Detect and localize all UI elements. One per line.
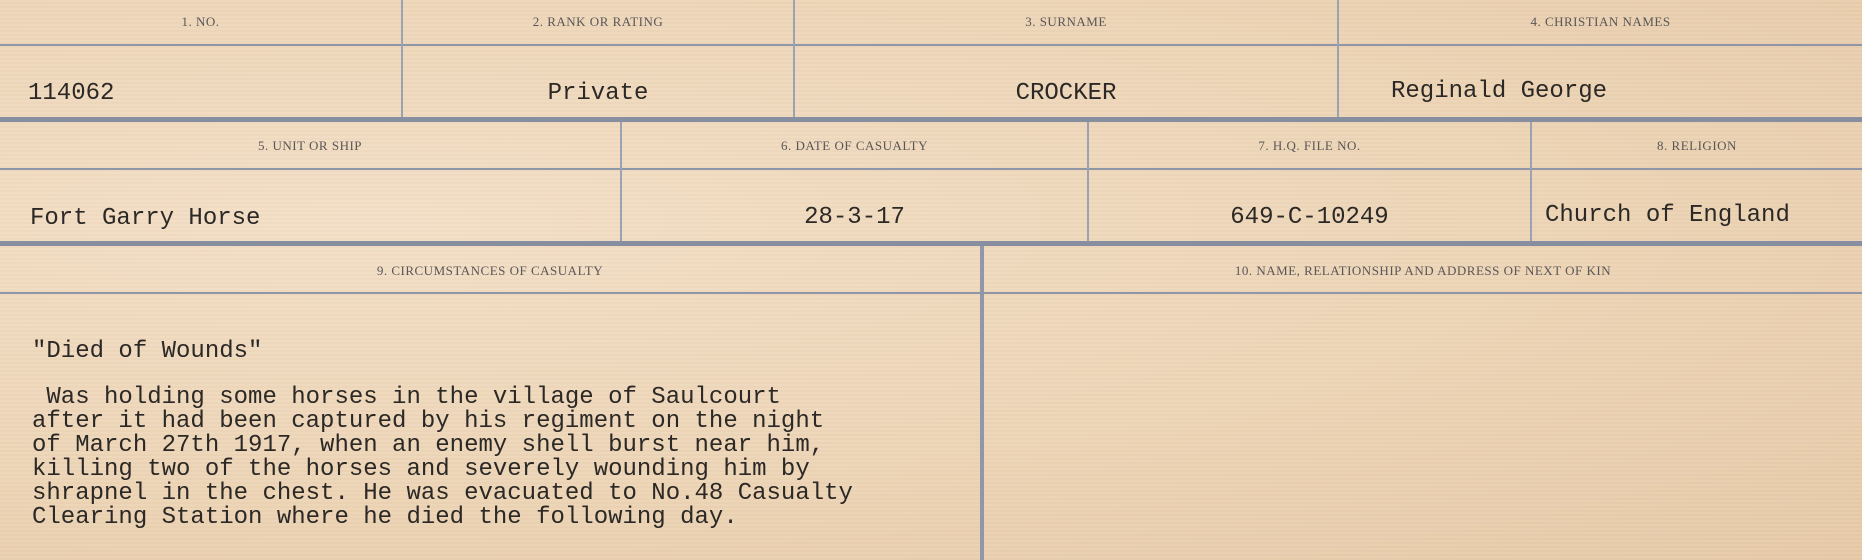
surname-value: CROCKER xyxy=(1015,80,1117,107)
label-date: 6. DATE OF CASUALTY xyxy=(781,138,928,153)
label-file-no: 7. H.Q. FILE NO. xyxy=(1258,138,1361,153)
circumstances-heading: "Died of Wounds" xyxy=(32,338,263,365)
divider xyxy=(980,246,984,560)
religion-value: Church of England xyxy=(1545,202,1790,229)
label-surname: 3. SURNAME xyxy=(1025,14,1107,29)
date-value: 28-3-17 xyxy=(804,204,905,231)
unit-value: Fort Garry Horse xyxy=(30,205,261,232)
rule xyxy=(0,117,1862,122)
label-unit: 5. UNIT OR SHIP xyxy=(257,138,363,153)
label-no: 1. NO. xyxy=(181,14,220,29)
label-christian-names: 4. CHRISTIAN NAMES xyxy=(1530,14,1671,29)
service-number: 114062 xyxy=(28,80,115,107)
rule xyxy=(0,292,1862,294)
label-rank: 2. RANK OR RATING xyxy=(532,14,664,29)
file-no-value: 649-C-10249 xyxy=(1230,204,1389,231)
rule xyxy=(0,241,1862,246)
circumstances-text: Was holding some horses in the village of Saulcourt after it had been captured by his regiment on the night of March 27th 1917, when an enemy shell burst near him, killing two of the horses and severely wounding him by shrapnel in the chest. He was evacuated to No.48 Casualty Clearing Station where he died the following day. xyxy=(32,384,853,531)
label-circumstances: 9. CIRCUMSTANCES OF CASUALTY xyxy=(376,263,604,278)
christian-names-value: Reginald George xyxy=(1391,78,1608,105)
label-next-of-kin: 10. NAME, RELATIONSHIP AND ADDRESS OF NEXT OF KIN xyxy=(1234,263,1612,278)
label-religion: 8. RELIGION xyxy=(1657,138,1737,153)
rank-value: Private xyxy=(547,80,649,107)
rule xyxy=(0,168,1862,170)
rule xyxy=(0,44,1862,46)
